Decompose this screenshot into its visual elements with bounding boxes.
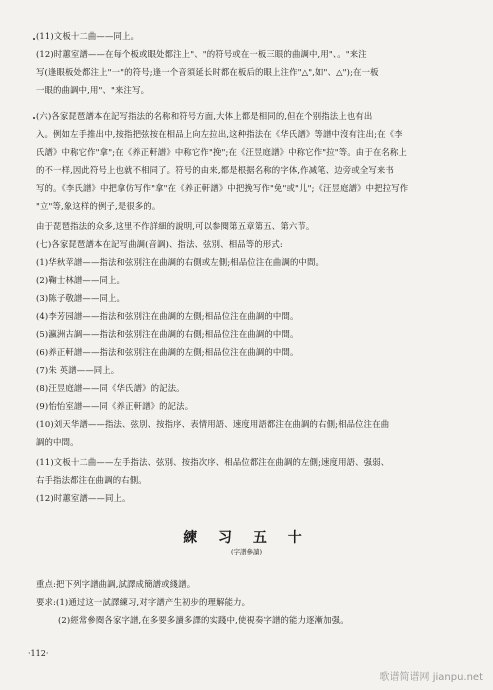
text-line-16: (4)李芳园譜——指法和弦別注在曲調的左側;相品位注在曲調的中間。 — [36, 311, 299, 321]
exercise-line-2: 要求:(1)通过这一試譯練习,对字譜产生初步的理解能力。 — [36, 597, 251, 607]
text-line-25: 右手指法都注在曲調的右側。 — [36, 475, 147, 485]
text-line-17: (5)瀛洲古調——指法和弦別注在曲調的右側;相品位注在曲調的中間。 — [36, 329, 299, 339]
text-line-8: 的不一样,因此符号上也就不相同了。符号的由来,都是根据名称的字体,作减笔、边旁或全写来书 — [36, 165, 394, 175]
text-line-22: (10)刘天华譜——指法、弦別、按指序、表情用語、速度用語都注在曲調的右側;相品位注在曲 — [36, 419, 390, 429]
text-line-10: "立"等,象这样的例子,是很多的。 — [36, 201, 161, 211]
text-line-21: (9)怡怡室譜——同《养正軒譜》的記法。 — [36, 401, 194, 411]
text-line-19: (7)朱 英譜——同上。 — [36, 365, 120, 375]
exercise-subtitle: (字譜參讀) — [230, 548, 263, 556]
text-line-3: 写(逢眼板处都注上"一"的符号;逢一个音須延长时都在板后的眼上注作"△",如"、△");在一板 — [36, 67, 379, 77]
text-line-11: 由于琵琶指法的众多,这里不作詳細的說明,可以参閱第五章第五、第六节。 — [36, 221, 315, 231]
margin-dot-mark — [33, 117, 35, 119]
text-line-5: (六)各家琵琶譜本在記写指法的名称和符号方面,大体上都是相同的,但在个别指法上也有出 — [36, 111, 373, 121]
text-line-18: (6)养正軒譜——指法和弦別注在曲調的左側;相品位注在曲調的中間。 — [36, 347, 299, 357]
text-line-26: (12)时蕙室譜——同上。 — [36, 493, 131, 503]
text-line-23: 調的中間。 — [36, 437, 79, 447]
text-line-4: 一眼的曲調中,用"、"来注写。 — [36, 85, 150, 95]
text-line-7: 氏譜》中称它作"拿";在《养正軒譜》中称它作"挽";在《汪昱庭譜》中称它作"拉"等。由于在名称上 — [36, 147, 407, 157]
exercise-line-1: 重点:把下列字譜曲調,試譯成簡譜或綫譜。 — [36, 579, 196, 589]
text-line-9: 写的。《李氏譜》中把拿仿写作"拿"在《养正軒譜》中把挽写作"免"或"儿";《汪昱庭譜》中把拉写作 — [36, 183, 409, 193]
page-number: ·112· — [28, 649, 49, 658]
exercise-title: 練 习 五 十 — [183, 530, 310, 546]
site-watermark: 歌谱简谱网 jianpu.net — [379, 672, 483, 683]
text-line-14: (2)鞠士林譜——同上。 — [36, 275, 126, 285]
text-line-6: 入。例如左手推出中,按指把弦按在相品上向左拉出,这种指法在《华氏譜》等譜中沒有注出;在《李 — [36, 129, 403, 139]
text-line-12: (七)各家琵琶譜本在記写曲調(音調)、指法、弦別、相品等的形式: — [36, 239, 283, 249]
text-line-13: (1)华秋苹譜——指法和弦別注在曲調的右側或左側;相品位注在曲調的中間。 — [36, 257, 325, 267]
margin-dot-mark — [33, 38, 35, 40]
text-line-15: (3)陈子敬譜——同上。 — [36, 293, 126, 303]
exercise-line-3: (2)經常參閱各家字譜,在多要多讀多譯的实踐中,使視奏字譜的能力逐漸加强。 — [58, 615, 349, 625]
text-line-24: (11)文板十二曲——左手指法、弦別、按指次序、相品位都注在曲調的左側;速度用語、强弱、 — [36, 457, 390, 467]
text-line-2: (12)时蕙室譜——在每个板或眼处都注上"、"的符号或在一板三眼的曲調中,用"、。"来注 — [36, 49, 367, 59]
text-line-20: (8)汪昱庭譜——同《华氏譜》的記法。 — [36, 383, 185, 393]
text-line-1: (11)文板十二曲——同上。 — [36, 31, 140, 41]
